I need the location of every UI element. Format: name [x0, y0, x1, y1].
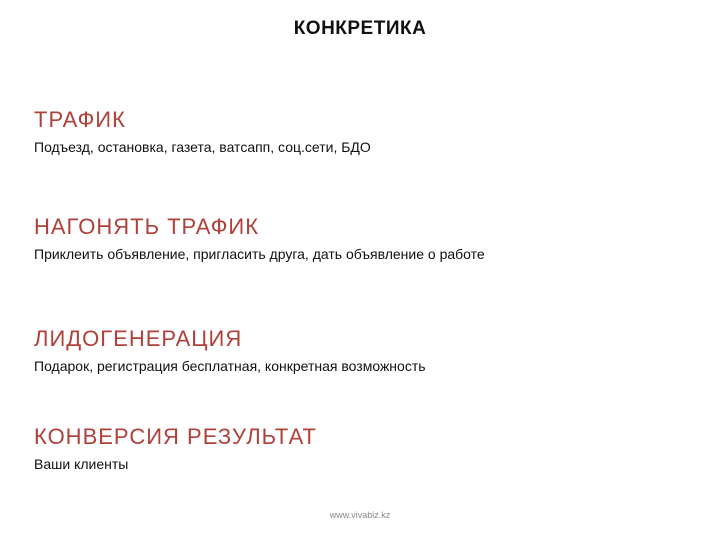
section-heading: КОНВЕРСИЯ РЕЗУЛЬТАТ: [34, 424, 317, 449]
section-heading: НАГОНЯТЬ ТРАФИК: [34, 214, 260, 239]
slide-title: КОНКРЕТИКА: [293, 18, 427, 39]
section-text: Подарок, регистрация бесплатная, конкретная возможность: [34, 358, 426, 374]
section-lead-generation: [34, 326, 684, 375]
section-conversion-result: [34, 424, 684, 473]
footer-website: www.vivabiz.kz: [329, 510, 391, 520]
section-drive-traffic: [34, 214, 684, 263]
section-text: Приклеить объявление, пригласить друга, дать объявление о работе: [34, 246, 485, 262]
section-heading: ЛИДОГЕНЕРАЦИЯ: [34, 326, 243, 351]
section-heading: ТРАФИК: [34, 107, 126, 132]
section-traffic: [34, 107, 684, 156]
section-text: Подъезд, остановка, газета, ватсапп, соц.сети, БДО: [34, 139, 371, 155]
section-text: Ваши клиенты: [34, 456, 129, 472]
